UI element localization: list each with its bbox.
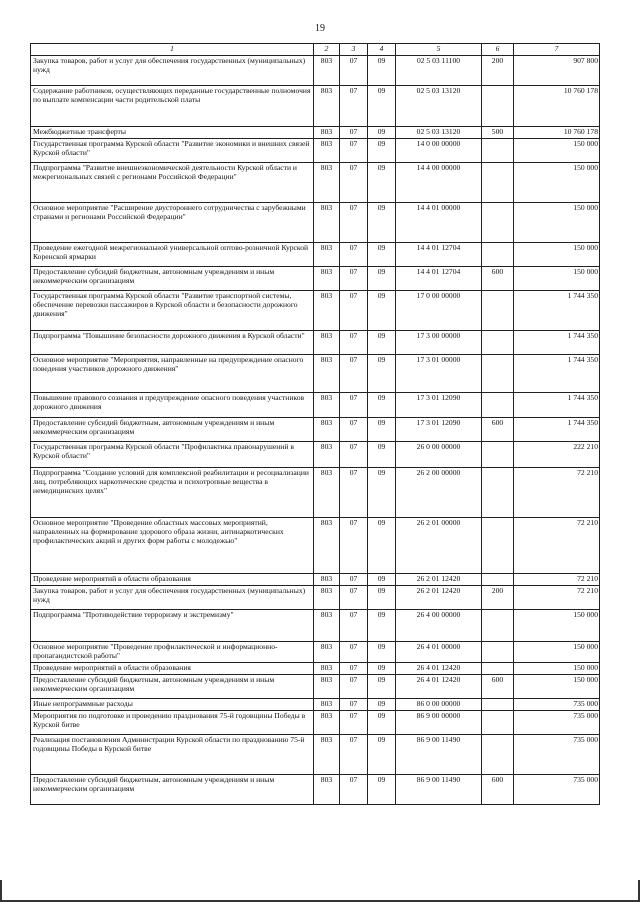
- row-code-admin: 803: [314, 267, 340, 291]
- row-code-section: 07: [340, 675, 368, 699]
- row-code-admin: 803: [314, 711, 340, 735]
- table-row: [31, 267, 600, 291]
- row-code-expense: [482, 355, 514, 393]
- row-code-section: 07: [340, 642, 368, 663]
- table-row: [31, 393, 600, 418]
- row-code-admin: 803: [314, 243, 340, 267]
- row-name: Подпрограмма "Создание условий для комплексной реабилитации и ресоциализации лиц, потребляющих наркотические средства и психотропные вещества в немедицинских целях": [31, 468, 314, 518]
- row-amount: 72 210: [514, 574, 600, 586]
- row-code-subsection: 09: [368, 642, 396, 663]
- row-name: Предоставление субсидий бюджетным, автономным учреждениям и иным некоммерческим организациям: [31, 267, 314, 291]
- budget-table: [30, 43, 600, 805]
- row-code-section: 07: [340, 442, 368, 468]
- table-row: [31, 418, 600, 442]
- row-code-target: 02 5 03 13120: [396, 127, 482, 139]
- row-name: Государственная программа Курской области "Развитие экономики и внешних связей Курской области": [31, 139, 314, 163]
- row-code-section: 07: [340, 243, 368, 267]
- row-code-subsection: 09: [368, 355, 396, 393]
- row-code-section: 07: [340, 355, 368, 393]
- table-row: [31, 291, 600, 331]
- row-code-target: 86 0 00 00000: [396, 699, 482, 711]
- row-code-expense: [482, 518, 514, 574]
- row-code-admin: 803: [314, 442, 340, 468]
- row-code-target: 26 2 01 12420: [396, 586, 482, 610]
- row-amount: 150 000: [514, 139, 600, 163]
- row-amount: 150 000: [514, 610, 600, 642]
- row-code-admin: 803: [314, 393, 340, 418]
- row-code-section: 07: [340, 127, 368, 139]
- row-code-target: 26 4 00 00000: [396, 610, 482, 642]
- row-code-section: 07: [340, 203, 368, 243]
- row-name: Основное мероприятие "Проведение профилактической и информационно-пропагандистской работы": [31, 642, 314, 663]
- row-code-target: 14 4 01 12704: [396, 267, 482, 291]
- row-name: Подпрограмма "Противодействие терроризму и экстремизму": [31, 610, 314, 642]
- row-code-expense: 500: [482, 127, 514, 139]
- row-code-expense: [482, 610, 514, 642]
- budget-table-container: [30, 43, 599, 805]
- row-amount: 735 000: [514, 775, 600, 805]
- scan-border-line: [0, 900, 640, 902]
- row-code-admin: 803: [314, 56, 340, 86]
- row-amount: 72 210: [514, 468, 600, 518]
- row-code-target: 17 3 01 12090: [396, 393, 482, 418]
- row-code-admin: 803: [314, 139, 340, 163]
- table-row: [31, 574, 600, 586]
- row-name: Проведение ежегодной межрегиональной универсальной оптово-розничной Курской Коренской ярмарки: [31, 243, 314, 267]
- row-amount: 222 210: [514, 442, 600, 468]
- row-code-section: 07: [340, 86, 368, 127]
- row-code-target: 26 0 00 00000: [396, 442, 482, 468]
- row-code-subsection: 09: [368, 735, 396, 775]
- row-name: Предоставление субсидий бюджетным, автономным учреждениям и иным некоммерческим организациям: [31, 775, 314, 805]
- row-code-admin: 803: [314, 468, 340, 518]
- table-row: [31, 518, 600, 574]
- column-header: 6: [482, 44, 514, 56]
- row-code-admin: 803: [314, 642, 340, 663]
- scan-border-line: [0, 880, 2, 902]
- row-code-target: 26 2 01 00000: [396, 518, 482, 574]
- row-code-expense: [482, 243, 514, 267]
- row-amount: 72 210: [514, 518, 600, 574]
- row-code-expense: [482, 139, 514, 163]
- row-code-target: 14 4 00 00000: [396, 163, 482, 203]
- row-code-expense: 600: [482, 418, 514, 442]
- row-code-subsection: 09: [368, 56, 396, 86]
- row-name: Содержание работников, осуществляющих переданные государственные полномочия по выплате компенсации части родительской платы: [31, 86, 314, 127]
- table-row: [31, 699, 600, 711]
- row-amount: 735 000: [514, 735, 600, 775]
- row-name: Государственная программа Курской области "Развитие транспортной системы, обеспечение перевозки пассажиров в Курской области и безопасности дорожного движения": [31, 291, 314, 331]
- row-code-target: 02 5 03 11100: [396, 56, 482, 86]
- row-code-subsection: 09: [368, 291, 396, 331]
- row-amount: 907 800: [514, 56, 600, 86]
- table-row: [31, 243, 600, 267]
- row-code-target: 26 2 01 12420: [396, 574, 482, 586]
- row-amount: 150 000: [514, 642, 600, 663]
- row-amount: 72 210: [514, 586, 600, 610]
- row-code-admin: 803: [314, 586, 340, 610]
- row-code-subsection: 09: [368, 243, 396, 267]
- row-amount: 150 000: [514, 267, 600, 291]
- row-code-subsection: 09: [368, 139, 396, 163]
- row-name: Повышение правового сознания и предупреждение опасного поведения участников дорожного движения: [31, 393, 314, 418]
- row-code-subsection: 09: [368, 163, 396, 203]
- table-row: [31, 663, 600, 675]
- row-code-subsection: 09: [368, 586, 396, 610]
- row-code-expense: [482, 393, 514, 418]
- table-row: [31, 675, 600, 699]
- row-code-target: 14 4 01 12704: [396, 243, 482, 267]
- row-code-expense: 200: [482, 586, 514, 610]
- row-code-admin: 803: [314, 127, 340, 139]
- row-name: Мероприятия по подготовке и проведению празднования 75-й годовщины Победы в Курской битве: [31, 711, 314, 735]
- table-row: [31, 127, 600, 139]
- row-amount: 735 000: [514, 711, 600, 735]
- row-code-expense: [482, 711, 514, 735]
- row-code-subsection: 09: [368, 675, 396, 699]
- row-code-subsection: 09: [368, 203, 396, 243]
- column-header: 5: [396, 44, 482, 56]
- row-name: Предоставление субсидий бюджетным, автономным учреждениям и иным некоммерческим организациям: [31, 675, 314, 699]
- row-code-target: 17 3 00 00000: [396, 331, 482, 355]
- table-row: [31, 163, 600, 203]
- row-code-section: 07: [340, 56, 368, 86]
- row-name: Основное мероприятие "Мероприятия, направленные на предупреждение опасного поведения участников дорожного движения": [31, 355, 314, 393]
- row-amount: 1 744 350: [514, 418, 600, 442]
- column-header-row: [31, 44, 600, 56]
- row-code-subsection: 09: [368, 267, 396, 291]
- row-code-expense: [482, 663, 514, 675]
- row-code-admin: 803: [314, 699, 340, 711]
- table-row: [31, 735, 600, 775]
- row-code-admin: 803: [314, 86, 340, 127]
- row-code-expense: [482, 331, 514, 355]
- row-code-subsection: 09: [368, 610, 396, 642]
- row-code-expense: [482, 291, 514, 331]
- table-row: [31, 586, 600, 610]
- row-name: Иные непрограммные расходы: [31, 699, 314, 711]
- row-code-subsection: 09: [368, 574, 396, 586]
- table-row: [31, 775, 600, 805]
- row-name: Подпрограмма "Повышение безопасности дорожного движения в Курской области": [31, 331, 314, 355]
- row-code-admin: 803: [314, 518, 340, 574]
- row-code-admin: 803: [314, 331, 340, 355]
- row-code-section: 07: [340, 393, 368, 418]
- row-code-subsection: 09: [368, 442, 396, 468]
- row-name: Основное мероприятие "Проведение областных массовых мероприятий, направленных на формирование здорового образа жизни, антинаркотических профилактических акций и других форм работы с молодежью": [31, 518, 314, 574]
- row-code-expense: 600: [482, 675, 514, 699]
- row-code-subsection: 09: [368, 468, 396, 518]
- row-code-section: 07: [340, 586, 368, 610]
- row-code-subsection: 09: [368, 663, 396, 675]
- row-code-target: 17 3 01 00000: [396, 355, 482, 393]
- table-row: [31, 711, 600, 735]
- column-header: 1: [31, 44, 314, 56]
- column-header: 7: [514, 44, 600, 56]
- row-code-admin: 803: [314, 203, 340, 243]
- row-code-admin: 803: [314, 291, 340, 331]
- row-code-section: 07: [340, 418, 368, 442]
- row-code-expense: 200: [482, 56, 514, 86]
- row-code-target: 02 5 03 13120: [396, 86, 482, 127]
- row-name: Закупка товаров, работ и услуг для обеспечения государственных (муниципальных) нужд: [31, 586, 314, 610]
- row-code-subsection: 09: [368, 518, 396, 574]
- row-code-section: 07: [340, 468, 368, 518]
- row-code-admin: 803: [314, 675, 340, 699]
- row-code-section: 07: [340, 574, 368, 586]
- row-code-subsection: 09: [368, 331, 396, 355]
- table-row: [31, 203, 600, 243]
- row-amount: 1 744 350: [514, 393, 600, 418]
- row-code-section: 07: [340, 291, 368, 331]
- table-row: [31, 642, 600, 663]
- row-code-section: 07: [340, 711, 368, 735]
- row-code-section: 07: [340, 163, 368, 203]
- row-name: Межбюджетные трансферты: [31, 127, 314, 139]
- row-amount: 150 000: [514, 163, 600, 203]
- page-number: 19: [315, 23, 325, 34]
- row-code-expense: [482, 442, 514, 468]
- row-code-section: 07: [340, 699, 368, 711]
- row-code-expense: 600: [482, 267, 514, 291]
- column-header: 3: [340, 44, 368, 56]
- row-code-admin: 803: [314, 735, 340, 775]
- row-code-target: 14 4 01 00000: [396, 203, 482, 243]
- row-code-expense: [482, 574, 514, 586]
- row-code-section: 07: [340, 610, 368, 642]
- row-code-admin: 803: [314, 418, 340, 442]
- row-code-target: 86 9 00 00000: [396, 711, 482, 735]
- row-code-expense: [482, 86, 514, 127]
- row-amount: 150 000: [514, 663, 600, 675]
- row-code-target: 14 0 00 00000: [396, 139, 482, 163]
- table-row: [31, 331, 600, 355]
- row-code-target: 17 0 00 00000: [396, 291, 482, 331]
- row-code-target: 26 4 01 12420: [396, 675, 482, 699]
- table-row: [31, 610, 600, 642]
- row-name: Реализация постановления Администрации Курской области по празднованию 75-й годовщины Победы в Курской битве: [31, 735, 314, 775]
- row-name: Подпрограмма "Развитие внешнеэкономической деятельности Курской области и межрегиональных связей с регионами Российской Федерации": [31, 163, 314, 203]
- row-code-subsection: 09: [368, 393, 396, 418]
- row-code-subsection: 09: [368, 699, 396, 711]
- scan-border: [0, 880, 640, 905]
- table-row: [31, 442, 600, 468]
- table-row: [31, 355, 600, 393]
- row-code-target: 26 4 01 00000: [396, 642, 482, 663]
- table-row: [31, 56, 600, 86]
- row-code-section: 07: [340, 267, 368, 291]
- row-code-section: 07: [340, 735, 368, 775]
- row-name: Основное мероприятие "Расширение двустороннего сотрудничества с зарубежными странами и регионами Российской Федерации": [31, 203, 314, 243]
- row-name: Закупка товаров, работ и услуг для обеспечения государственных (муниципальных) нужд: [31, 56, 314, 86]
- row-code-subsection: 09: [368, 86, 396, 127]
- row-code-admin: 803: [314, 663, 340, 675]
- table-row: [31, 468, 600, 518]
- row-code-admin: 803: [314, 610, 340, 642]
- row-code-subsection: 09: [368, 711, 396, 735]
- row-name: Предоставление субсидий бюджетным, автономным учреждениям и иным некоммерческим организациям: [31, 418, 314, 442]
- row-amount: 1 744 350: [514, 355, 600, 393]
- row-amount: 10 760 178: [514, 86, 600, 127]
- row-code-target: 26 4 01 12420: [396, 663, 482, 675]
- row-code-admin: 803: [314, 355, 340, 393]
- table-row: [31, 139, 600, 163]
- row-amount: 10 760 178: [514, 127, 600, 139]
- row-code-admin: 803: [314, 775, 340, 805]
- row-code-admin: 803: [314, 163, 340, 203]
- row-code-expense: [482, 163, 514, 203]
- row-code-expense: [482, 699, 514, 711]
- row-amount: 150 000: [514, 675, 600, 699]
- row-code-target: 86 9 00 11490: [396, 735, 482, 775]
- row-name: Проведение мероприятий в области образования: [31, 574, 314, 586]
- row-code-expense: [482, 468, 514, 518]
- row-code-section: 07: [340, 331, 368, 355]
- row-amount: 150 000: [514, 243, 600, 267]
- row-code-expense: [482, 735, 514, 775]
- row-code-section: 07: [340, 775, 368, 805]
- row-code-section: 07: [340, 139, 368, 163]
- row-name: Проведение мероприятий в области образования: [31, 663, 314, 675]
- row-code-section: 07: [340, 518, 368, 574]
- row-amount: 1 744 350: [514, 291, 600, 331]
- row-code-section: 07: [340, 663, 368, 675]
- row-amount: 1 744 350: [514, 331, 600, 355]
- table-row: [31, 86, 600, 127]
- row-amount: 735 000: [514, 699, 600, 711]
- column-header: 4: [368, 44, 396, 56]
- row-code-expense: [482, 642, 514, 663]
- row-code-subsection: 09: [368, 775, 396, 805]
- row-code-expense: [482, 203, 514, 243]
- row-code-target: 26 2 00 00000: [396, 468, 482, 518]
- row-code-target: 86 9 00 11490: [396, 775, 482, 805]
- row-code-admin: 803: [314, 574, 340, 586]
- row-code-target: 17 3 01 12090: [396, 418, 482, 442]
- row-code-subsection: 09: [368, 418, 396, 442]
- row-code-expense: 600: [482, 775, 514, 805]
- row-name: Государственная программа Курской области "Профилактика правонарушений в Курской области": [31, 442, 314, 468]
- column-header: 2: [314, 44, 340, 56]
- row-code-subsection: 09: [368, 127, 396, 139]
- row-amount: 150 000: [514, 203, 600, 243]
